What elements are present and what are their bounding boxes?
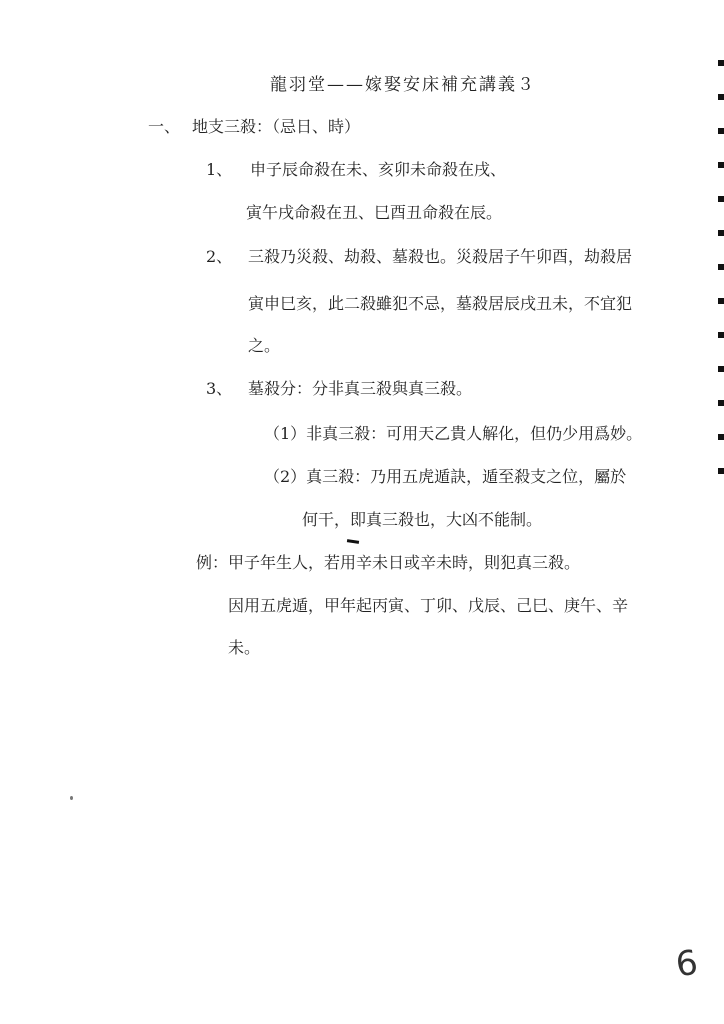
item3-marker: 3、	[206, 379, 233, 398]
example-line2: 因用五虎遁，甲年起丙寅、丁卯、戊辰、己巳、庚午、辛	[228, 596, 629, 615]
section-marker: 一、	[148, 117, 181, 136]
scan-edge-marks	[718, 60, 724, 480]
document-title: 龍羽堂——嫁娶安床補充講義３	[270, 75, 536, 95]
sub2-line1: （2）真三殺：乃用五虎遁訣，遁至殺支之位，屬於	[264, 467, 627, 486]
item2-marker: 2、	[206, 247, 233, 266]
item2-line3: 之。	[248, 336, 281, 355]
item2-line2: 寅申巳亥，此二殺雖犯不忌，墓殺居辰戌丑未，不宜犯	[248, 294, 633, 313]
example-line1: 例：甲子年生人，若用辛未日或辛未時，則犯真三殺。	[196, 553, 581, 572]
item2-line1: 三殺乃災殺、劫殺、墓殺也。災殺居子午卯酉，劫殺居	[248, 247, 633, 266]
item1-line1: 申子辰命殺在未、亥卯未命殺在戌、	[250, 160, 507, 179]
scan-mark	[347, 539, 359, 544]
item1-line2: 寅午戌命殺在丑、巳酉丑命殺在辰。	[246, 203, 503, 222]
sub1-text: （1）非真三殺：可用天乙貴人解化，但仍少用爲妙。	[264, 424, 643, 443]
item3-line1: 墓殺分：分非真三殺與真三殺。	[248, 379, 473, 398]
page-number: 6	[673, 942, 701, 986]
item1-marker: 1、	[206, 160, 233, 179]
scan-speck	[70, 796, 73, 800]
section-title: 地支三殺：（忌日、時）	[192, 117, 361, 136]
sub2-line2: 何干，即真三殺也，大凶不能制。	[302, 510, 543, 529]
example-line3: 未。	[228, 638, 261, 657]
